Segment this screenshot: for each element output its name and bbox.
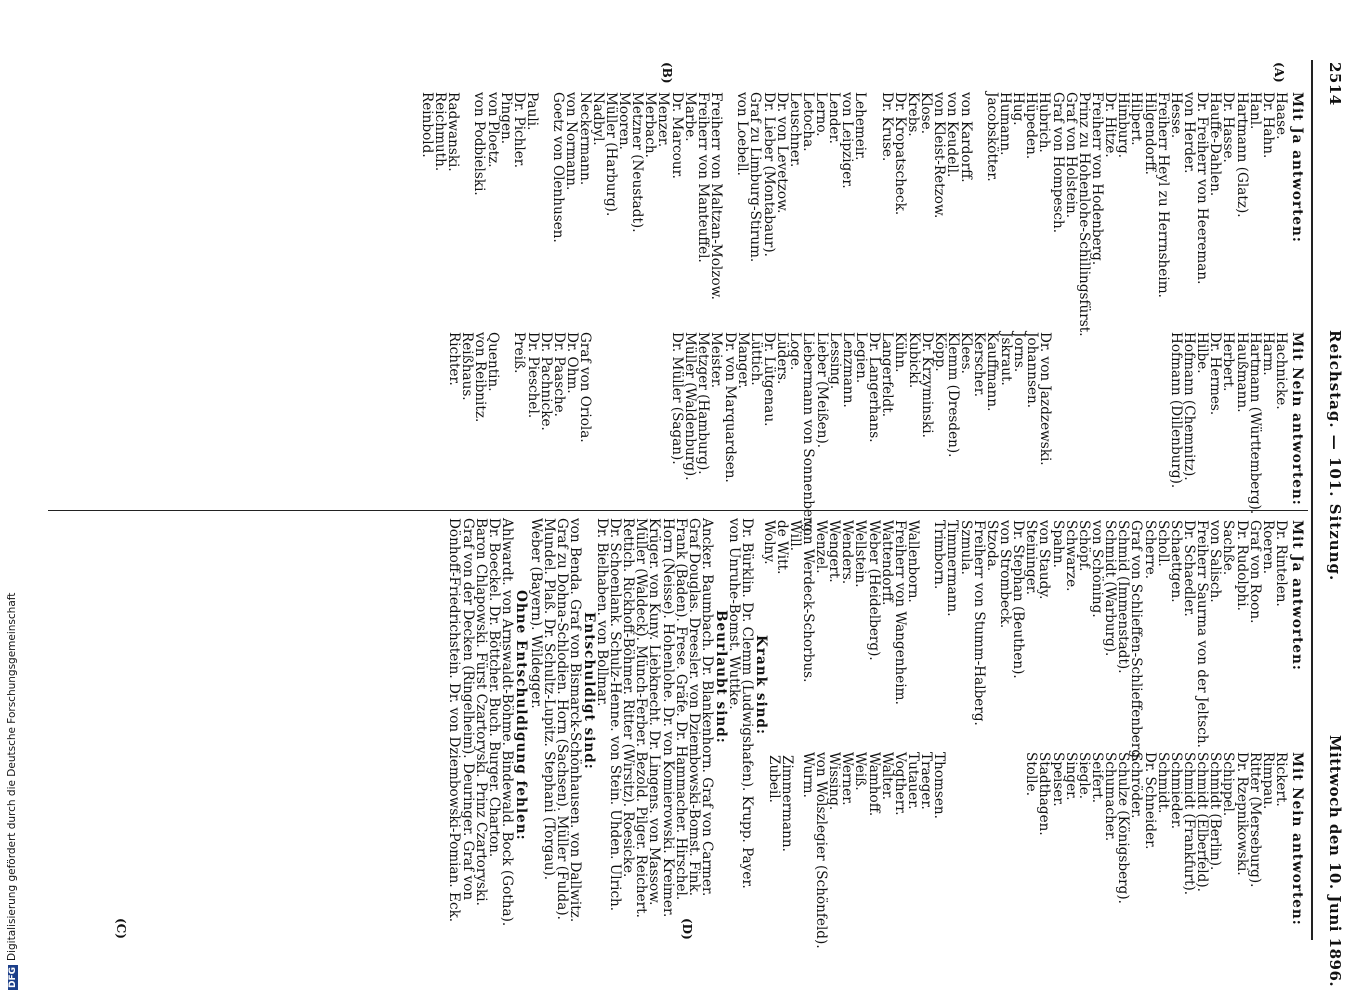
member-name: Walter. bbox=[878, 752, 895, 801]
text-line: Graf zu Dohna-Schlodien. Horn (Sachsen). Müller (Fulda). bbox=[553, 518, 570, 920]
left-nein-heading: Mit Nein antworten: bbox=[1289, 332, 1305, 506]
ohne-entschuldigung-text bbox=[447, 518, 513, 926]
member-name: Traeger. bbox=[918, 752, 935, 810]
member-name: Dr. Rintelen. bbox=[1273, 520, 1289, 607]
member-name: Scherre. bbox=[1141, 520, 1158, 580]
member-name: Haase. bbox=[1273, 92, 1289, 140]
member-name: Graf von Roon. bbox=[1246, 520, 1263, 624]
member-name: Lerno. bbox=[813, 92, 830, 137]
krank-text bbox=[727, 518, 753, 889]
member-name: Trimborn. bbox=[931, 520, 948, 590]
member-name: Radwanski. bbox=[445, 92, 462, 172]
member-name: von Strombeck. bbox=[997, 520, 1014, 629]
beurlaubt-heading: Beurlaubt sind: bbox=[713, 610, 729, 744]
member-name: Weiß. bbox=[852, 752, 869, 791]
member-name: Dr. Paasche. bbox=[550, 332, 567, 417]
dfg-logo: DFG bbox=[8, 966, 18, 988]
member-name: Meister. bbox=[708, 332, 725, 389]
member-name: Preiß. bbox=[511, 332, 528, 374]
member-name: Singer. bbox=[1062, 752, 1079, 801]
member-name: Dr. Pachnicke. bbox=[537, 332, 554, 431]
member-name: Stzoda. bbox=[983, 520, 1000, 572]
member-name bbox=[499, 332, 512, 537]
member-name: Klees. bbox=[958, 332, 975, 374]
member-name: Reinbold. bbox=[418, 92, 435, 158]
member-name: von Normann. bbox=[563, 92, 580, 191]
member-name: von Leipziger. bbox=[839, 92, 856, 189]
text-line: Baron Chlapowski. Fürst Czartoryski. Prinz Czartoryski. bbox=[472, 518, 489, 906]
krank-heading: Krank sind: bbox=[753, 635, 769, 736]
member-name: Metzger (Hamburg). bbox=[695, 332, 712, 475]
member-name: Liebermann von Sonnenberg. bbox=[800, 332, 817, 537]
left-nein-top-list bbox=[1169, 332, 1287, 514]
text-line: Dr. Boeckel. Dr. Böttcher. Buch. Burger. Charton. bbox=[485, 518, 502, 858]
member-name: Dr. Pieschel. bbox=[524, 332, 541, 419]
member-name: von Schöning. bbox=[1089, 520, 1106, 618]
member-name: Herbert. bbox=[1220, 332, 1237, 392]
member-name: Klemm (Dresden). bbox=[945, 332, 962, 458]
member-name: Scholl. bbox=[1154, 520, 1171, 567]
member-name: Hilgendorff. bbox=[1141, 92, 1158, 175]
member-name: Dr. Stephan (Beuthen). bbox=[1010, 520, 1027, 679]
text-line: Horn (Neisse). Hohenlohe. Dr. von Komierowski. Kreimer. bbox=[659, 518, 676, 918]
text-line: Weber (Bayern). Wildegger. bbox=[527, 518, 544, 709]
text-line: von Benda. Graf von Bismarck-Schönhausen. von Dallwitz. bbox=[567, 518, 583, 923]
member-name: de Witt. bbox=[773, 520, 790, 575]
member-name bbox=[945, 752, 958, 949]
member-name: Haußmann. bbox=[1233, 332, 1250, 413]
member-name: Freiherr von Wangenheim. bbox=[891, 520, 908, 705]
member-name bbox=[972, 752, 985, 949]
text-line: Mundel. Plaß. Dr. Schultz-Lupitz. Stephani (Torgau). bbox=[540, 518, 557, 881]
member-name: Vogtherr. bbox=[891, 752, 908, 816]
member-name: von Kardorff. bbox=[957, 92, 974, 183]
member-name: Freiherr von Maltzan-Molzow. bbox=[707, 92, 724, 300]
member-name: Schröder. bbox=[1128, 752, 1145, 819]
member-name: Thomsen. bbox=[931, 752, 948, 819]
member-name: Dr. Hermes. bbox=[1207, 332, 1224, 416]
member-name bbox=[657, 332, 670, 537]
member-name: Hauffe-Dahlen. bbox=[1207, 92, 1224, 197]
member-name bbox=[459, 92, 472, 337]
member-name: Seifert. bbox=[1089, 752, 1106, 804]
member-name: Letocha. bbox=[799, 92, 816, 152]
member-name: Harm. bbox=[1259, 332, 1276, 376]
member-name: Roeren. bbox=[1259, 520, 1276, 575]
member-name: Lessing. bbox=[826, 332, 843, 390]
member-name: Schmidt (Elberfeld). bbox=[1194, 752, 1211, 892]
member-name: Wissing. bbox=[826, 752, 843, 811]
member-name: Lüders. bbox=[774, 332, 791, 385]
member-name: Marbe. bbox=[681, 92, 698, 142]
member-name: Schippel. bbox=[1220, 752, 1237, 817]
member-name: Schmidt (Frankfurt). bbox=[1181, 752, 1198, 896]
member-name: Freiherr von Manteuffel. bbox=[694, 92, 711, 263]
member-name: Klose. bbox=[918, 92, 935, 135]
margin-mark-b: (B) bbox=[660, 62, 674, 84]
member-name: Kauffmann. bbox=[984, 332, 1001, 412]
member-name: Dr. Pichler. bbox=[510, 92, 527, 169]
member-name: Lehemeir. bbox=[852, 92, 869, 161]
member-name: Dr. Schaedler. bbox=[1181, 520, 1198, 617]
member-name: Dr. von Levetzow. bbox=[773, 92, 790, 214]
member-name: Hofmann (Dillenburg). bbox=[1167, 332, 1184, 489]
member-name: Dr. Freiherr von Heereman. bbox=[1194, 92, 1211, 285]
member-name: Ritter (Merseburg). bbox=[1246, 752, 1263, 888]
member-name: Metzner (Neustadt). bbox=[629, 92, 646, 233]
member-name: Reißhaus. bbox=[458, 332, 475, 401]
member-name: Hüpeden. bbox=[1023, 92, 1040, 160]
member-name: von Reibnitz. bbox=[471, 332, 488, 423]
right-ja-heading: Mit Ja antworten: bbox=[1289, 520, 1305, 671]
member-name: Kubicki. bbox=[905, 332, 922, 389]
member-name bbox=[919, 520, 932, 762]
member-name: Schmidt (Berlin). bbox=[1207, 752, 1224, 871]
member-name: von Loebell. bbox=[734, 92, 751, 176]
page-header-date: Mittwoch den 10. Juni 1896. bbox=[1326, 735, 1344, 988]
member-name: Richter. bbox=[445, 332, 462, 386]
left-nein-list bbox=[447, 332, 1051, 537]
member-name: Dr. Hahn. bbox=[1259, 92, 1276, 159]
member-name: Dr. Kropatscheck. bbox=[891, 92, 908, 216]
left-ja-list bbox=[420, 92, 1287, 337]
member-name: Pingen. bbox=[497, 92, 514, 145]
member-name bbox=[1011, 752, 1024, 949]
right-nein-heading: Mit Nein antworten: bbox=[1289, 752, 1305, 926]
member-name: Kerscher. bbox=[971, 332, 988, 398]
member-name: Wolny. bbox=[760, 520, 777, 565]
member-name: Hanl. bbox=[1246, 92, 1263, 130]
member-name bbox=[617, 332, 630, 537]
member-name: Timmermann. bbox=[944, 520, 961, 617]
member-name: Jorns. bbox=[1010, 332, 1027, 373]
member-name bbox=[958, 752, 971, 949]
member-name: Dr. Krzyminski. bbox=[918, 332, 935, 438]
text-line: Krüger. von Kuny. Liebknecht. Dr. Lingens. von Massow. bbox=[646, 518, 663, 906]
member-name: Graf von Hompesch. bbox=[1049, 92, 1066, 234]
page-header-title: Reichstag. — 101. Sitzung. bbox=[1326, 330, 1344, 582]
member-name: Schaettgen. bbox=[1167, 520, 1184, 603]
member-name: Legien. bbox=[853, 332, 870, 384]
text-line: von Unruhe-Bomst. Wuttke. bbox=[725, 518, 742, 710]
member-name: von Staudy. bbox=[1036, 520, 1053, 600]
entschuldigt-heading: Entschuldigt sind: bbox=[581, 612, 597, 770]
member-name: Wallenborn. bbox=[905, 520, 922, 603]
member-name: Zimmermann. bbox=[779, 755, 795, 852]
member-name: von Herder. bbox=[1181, 92, 1198, 174]
member-name: Schumacher. bbox=[1102, 752, 1119, 842]
member-name: Leuschner. bbox=[786, 92, 803, 168]
member-name bbox=[591, 332, 604, 537]
member-name: Johannsen. bbox=[1023, 332, 1040, 409]
member-name: Lender. bbox=[826, 92, 843, 144]
member-name: Müller (Harburg). bbox=[602, 92, 619, 217]
member-name: Freiherr Heyl zu Herrnsheim. bbox=[1154, 92, 1171, 298]
member-name: Schulze (Königsberg). bbox=[1115, 752, 1132, 904]
member-name: von Salisch. bbox=[1207, 520, 1224, 603]
member-name bbox=[867, 92, 880, 337]
member-name bbox=[998, 752, 1011, 949]
member-name: Köpp. bbox=[931, 332, 948, 372]
member-name: Wamhoff. bbox=[865, 752, 882, 817]
text-line: Frank (Baden). Frese. Gräfe. Dr. Hammacher. Hirschel. bbox=[672, 518, 689, 901]
right-ja-list bbox=[761, 520, 1287, 762]
member-name: Graf von Schlieffen-Schlieffenberg. bbox=[1128, 520, 1145, 763]
member-name: Dr. von Jazdzewski. bbox=[1037, 332, 1053, 466]
member-name: Dr. Langerhans. bbox=[866, 332, 883, 443]
member-name: Dr. Rzepnikowski. bbox=[1233, 752, 1250, 876]
margin-mark-c: (C) bbox=[114, 918, 128, 939]
member-name: Wenders. bbox=[839, 520, 856, 585]
member-name: Dr. von Marquardsen. bbox=[721, 332, 738, 483]
member-name: Menzer. bbox=[655, 92, 672, 148]
member-name: Himburg. bbox=[1115, 92, 1132, 159]
text-line: Müller (Waldeck). Münch-Ferber. Bezold. Pilger. Reichert. bbox=[633, 518, 650, 918]
left-ja-heading: Mit Ja antworten: bbox=[1289, 92, 1305, 243]
member-name: Hartmann (Glatz). bbox=[1233, 92, 1250, 218]
member-name: Prinz zu Hohenlohe-Schillingsfürst. bbox=[1075, 92, 1092, 337]
text-line: Dr. Bürklin. Dr. Clemm (Ludwigshafen). Krupp. Payer. bbox=[739, 518, 755, 889]
footer-text: Digitalisierung gefördert durch die Deutsche Forschungsgemeinschaft bbox=[6, 592, 18, 961]
page-number: 2514 bbox=[1326, 62, 1344, 106]
member-name: Jacobskötter. bbox=[983, 92, 1000, 182]
text-line: Dr. Schoenlank. Schulz-Henne. von Stein. Uhden. Ulrich. bbox=[607, 518, 624, 912]
member-name: Manger. bbox=[734, 332, 751, 389]
member-name: Schmidt. bbox=[1154, 752, 1171, 814]
member-name: Stolle. bbox=[1023, 752, 1040, 797]
member-name: Spahn. bbox=[1049, 520, 1066, 568]
member-name: Wattendorff. bbox=[878, 520, 895, 606]
member-name: Steininger. bbox=[1023, 520, 1040, 596]
member-name: Graf zu Limburg-Stirum. bbox=[747, 92, 764, 263]
member-name: von Keudell. bbox=[944, 92, 961, 178]
text-line: Graf von der Decken (Ringelheim). Deuringer. Graf von bbox=[459, 518, 476, 901]
member-name: Dr. Marcour. bbox=[668, 92, 685, 179]
member-name: Neckermann. bbox=[576, 92, 593, 186]
right-nein-tail-list bbox=[767, 755, 793, 852]
right-nein-list bbox=[801, 752, 1287, 949]
member-name: Schwarze. bbox=[1062, 520, 1079, 592]
member-name: von Kleist-Retzow. bbox=[931, 92, 948, 219]
member-name: Hilpert. bbox=[1128, 92, 1145, 146]
member-name: Graf von Oriola. bbox=[577, 332, 594, 443]
member-name: Hartmann (Württemberg). bbox=[1246, 332, 1263, 515]
member-name bbox=[604, 332, 617, 537]
ohne-entschuldigung-heading: Ohne Entschuldigung fehlen: bbox=[513, 590, 529, 841]
member-name: Kühn. bbox=[892, 332, 909, 373]
member-name: Dr. Lütgenau. bbox=[761, 332, 778, 427]
member-name: Zubeil. bbox=[765, 755, 782, 803]
footer-credit bbox=[6, 593, 18, 990]
member-name: Müller (Waldenburg). bbox=[682, 332, 699, 481]
member-name: Goetz von Olenhusen. bbox=[550, 92, 567, 243]
member-name: Dr. Schneider. bbox=[1141, 752, 1158, 850]
text-line: Rettich. Rickhoff-Böhmer. Ritter (Wirsitz). Roesicke. bbox=[620, 518, 637, 878]
member-name: Quentin. bbox=[485, 332, 502, 392]
member-name: Hesse. bbox=[1167, 92, 1184, 139]
member-name: Wellstein. bbox=[852, 520, 869, 588]
member-name: Hilbe. bbox=[1194, 332, 1211, 374]
member-name: Nadbyl. bbox=[589, 92, 606, 146]
member-name: Wengert. bbox=[826, 520, 843, 583]
member-name: Jskraut. bbox=[997, 332, 1014, 386]
member-name: Krebs. bbox=[905, 92, 922, 137]
member-name: Schöpf. bbox=[1075, 520, 1092, 572]
member-name: von Ploetz. bbox=[484, 92, 501, 168]
member-name: Sachße. bbox=[1220, 520, 1237, 576]
margin-mark-a: (A) bbox=[1272, 62, 1286, 83]
member-name: Rickert. bbox=[1273, 752, 1289, 807]
member-name: von Podbielski. bbox=[471, 92, 488, 196]
member-name: Dr. Hitze. bbox=[1102, 92, 1119, 158]
member-name: Langerfeldt. bbox=[879, 332, 896, 418]
member-name: Merbach. bbox=[642, 92, 659, 158]
member-name bbox=[631, 332, 644, 537]
text-line: Dr. Bielhaben. von Bollmar. bbox=[593, 518, 610, 707]
member-name: Freiherr Saurma von der Jeltsch. bbox=[1194, 520, 1211, 748]
member-name: Szmula. bbox=[957, 520, 974, 575]
member-name: Wurm. bbox=[799, 752, 816, 798]
member-name bbox=[644, 332, 657, 537]
member-name: Freiherr von Stumm-Halberg. bbox=[970, 520, 987, 726]
member-name: Dr. Ohm. bbox=[563, 332, 580, 394]
member-name: Hofmann (Chemnitz). bbox=[1181, 332, 1198, 481]
member-name: von Werdeck-Schorbus. bbox=[799, 520, 816, 683]
member-name: von Wolszlegier (Schönfeld). bbox=[813, 752, 830, 949]
member-name: Hachnicke. bbox=[1273, 332, 1289, 410]
entschuldigt-text bbox=[528, 518, 581, 922]
member-name: Stadthagen. bbox=[1036, 752, 1053, 836]
member-name: Schmieder. bbox=[1167, 752, 1184, 830]
member-name: Dr. Hasse. bbox=[1220, 92, 1237, 163]
member-name: Reichmuth. bbox=[432, 92, 448, 172]
member-name: Mooren. bbox=[615, 92, 632, 150]
text-line: Ahlwardt. von Arnswaldt-Böhme. Bindewald. Bock (Gotha). bbox=[499, 518, 515, 927]
member-name: Hubrich. bbox=[1036, 92, 1053, 153]
member-name: Loge. bbox=[787, 332, 804, 371]
beurlaubt-text bbox=[595, 518, 713, 918]
member-name: Schmidt (Warburg). bbox=[1102, 520, 1119, 657]
member-name: Lüttich. bbox=[747, 332, 764, 386]
header-rule bbox=[1311, 60, 1313, 940]
member-name: Will. bbox=[786, 520, 803, 552]
member-name: Siegle. bbox=[1075, 752, 1092, 800]
member-name: Hug. bbox=[1010, 92, 1027, 126]
member-name: Weber (Heidelberg). bbox=[865, 520, 882, 661]
member-name: Speiser. bbox=[1049, 752, 1066, 807]
text-line: Ancker. Baumbach. Dr. Blankenhorn. Graf von Carmer. bbox=[699, 518, 715, 897]
member-name: Freiherr von Hodenberg. bbox=[1089, 92, 1106, 266]
member-name: Dr. Müller (Sagan). bbox=[669, 332, 686, 465]
member-name: Lenzmann. bbox=[839, 332, 856, 408]
member-name: Werner. bbox=[839, 752, 856, 806]
member-name: Graf von Holstein. bbox=[1062, 92, 1079, 219]
member-name: Lieber (Meißen). bbox=[813, 332, 830, 449]
margin-mark-d: (D) bbox=[680, 918, 694, 940]
text-line: Dönhoff-Friedrichstein. Dr. von Dziembowski-Pomian. Eck. bbox=[446, 518, 463, 923]
member-name: Rimpau. bbox=[1259, 752, 1276, 810]
member-name: Schmid (Immenstadt). bbox=[1115, 520, 1132, 674]
member-name bbox=[985, 752, 998, 949]
member-name: Dr. Rudolphi. bbox=[1233, 520, 1250, 611]
text-line: Graf Douglas. Dreesler. von Dziembowski-Bomst. Fink. bbox=[685, 518, 702, 897]
member-name: Tutauer. bbox=[905, 752, 922, 810]
member-name: Dr. Lieber (Montabaur). bbox=[760, 92, 777, 257]
member-name: Pauli. bbox=[523, 92, 540, 131]
member-name: Wenzel. bbox=[813, 520, 830, 574]
member-name: Humann. bbox=[997, 92, 1014, 156]
member-name: Dr. Kruse. bbox=[878, 92, 895, 162]
